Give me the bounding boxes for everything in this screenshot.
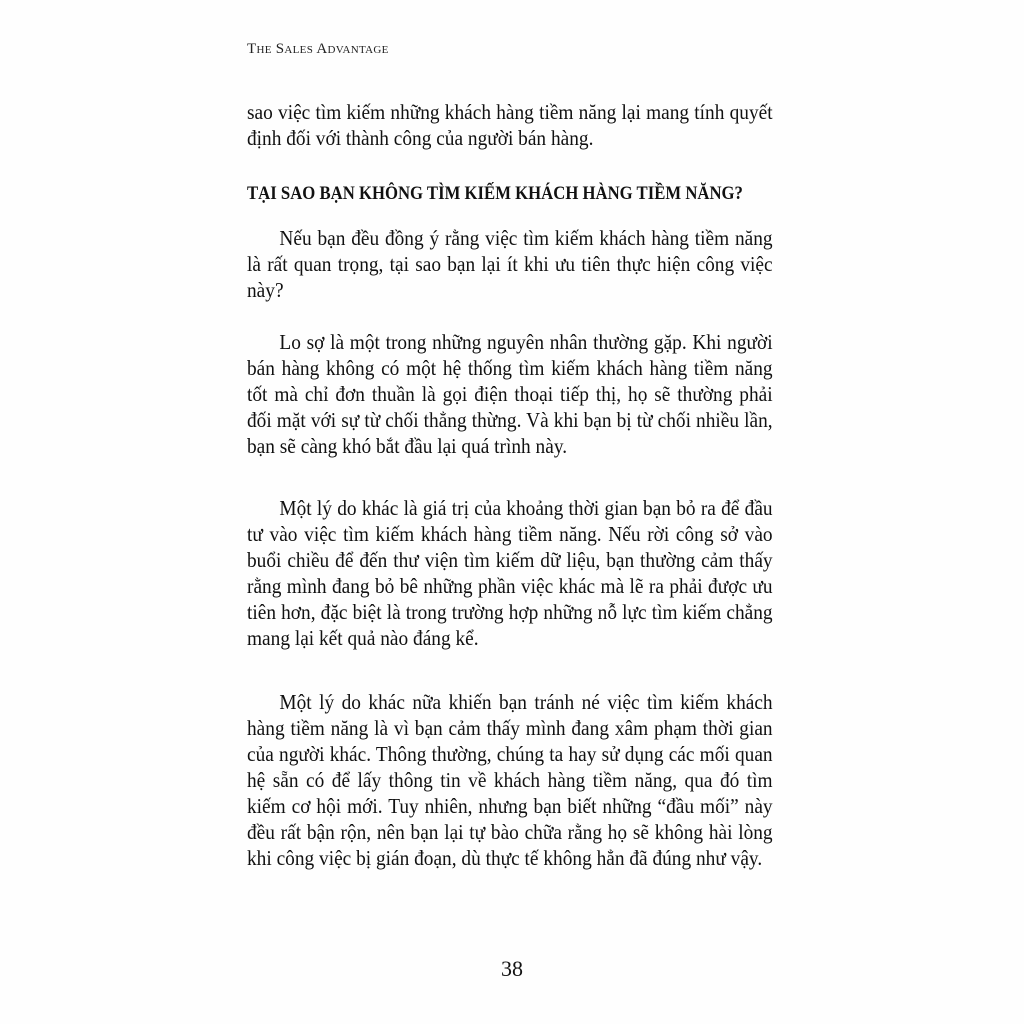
paragraph-4: Một lý do khác nữa khiến bạn tránh né việc tìm kiếm khách hàng tiềm năng là vì bạn cảm thấy mình đang xâm phạm thời gian của người khác. Thông thường, chúng ta hay sử dụng các mối quan hệ sẵn có để lấy thông tin về khách hàng tiềm năng, qua đó tìm kiếm cơ hội mới. Tuy nhiên, nhưng bạn biết những “đầu mối” này đều rất bận rộn, nên bạn lại tự bào chữa rằng họ sẽ không hài lòng khi công việc bị gián đoạn, dù thực tế không hẳn đã đúng như vậy.: [247, 690, 773, 870]
page-number: 38: [501, 956, 523, 981]
section-heading: TẠI SAO BẠN KHÔNG TÌM KIẾM KHÁCH HÀNG TIỀM NĂNG?: [247, 183, 743, 204]
paragraph-1: Nếu bạn đều đồng ý rằng việc tìm kiếm khách hàng tiềm năng là rất quan trọng, tại sao bạn lại ít khi ưu tiên thực hiện công việc này?: [247, 226, 773, 302]
paragraph-3: Một lý do khác là giá trị của khoảng thời gian bạn bỏ ra để đầu tư vào việc tìm kiếm khách hàng tiềm năng. Nếu rời công sở vào buổi chiều để đến thư viện tìm kiếm dữ liệu, bạn thường cảm thấy rằng mình đang bỏ bê những phần việc khác mà lẽ ra phải được ưu tiên hơn, đặc biệt là trong trường hợp những nỗ lực tìm kiếm chẳng mang lại kết quả nào đáng kể.: [247, 496, 773, 650]
continuation-paragraph: sao việc tìm kiếm những khách hàng tiềm năng lại mang tính quyết định đối với thành công của người bán hàng.: [247, 100, 773, 150]
running-head-title: The Sales Advantage: [247, 41, 389, 57]
paragraph-2: Lo sợ là một trong những nguyên nhân thường gặp. Khi người bán hàng không có một hệ thống tìm kiếm khách hàng tiềm năng tốt mà chỉ đơn thuần là gọi điện thoại tiếp thị, họ sẽ thường phải đối mặt với sự từ chối thẳng thừng. Và khi bạn bị từ chối nhiều lần, bạn sẽ càng khó bắt đầu lại quá trình này.: [247, 330, 773, 458]
